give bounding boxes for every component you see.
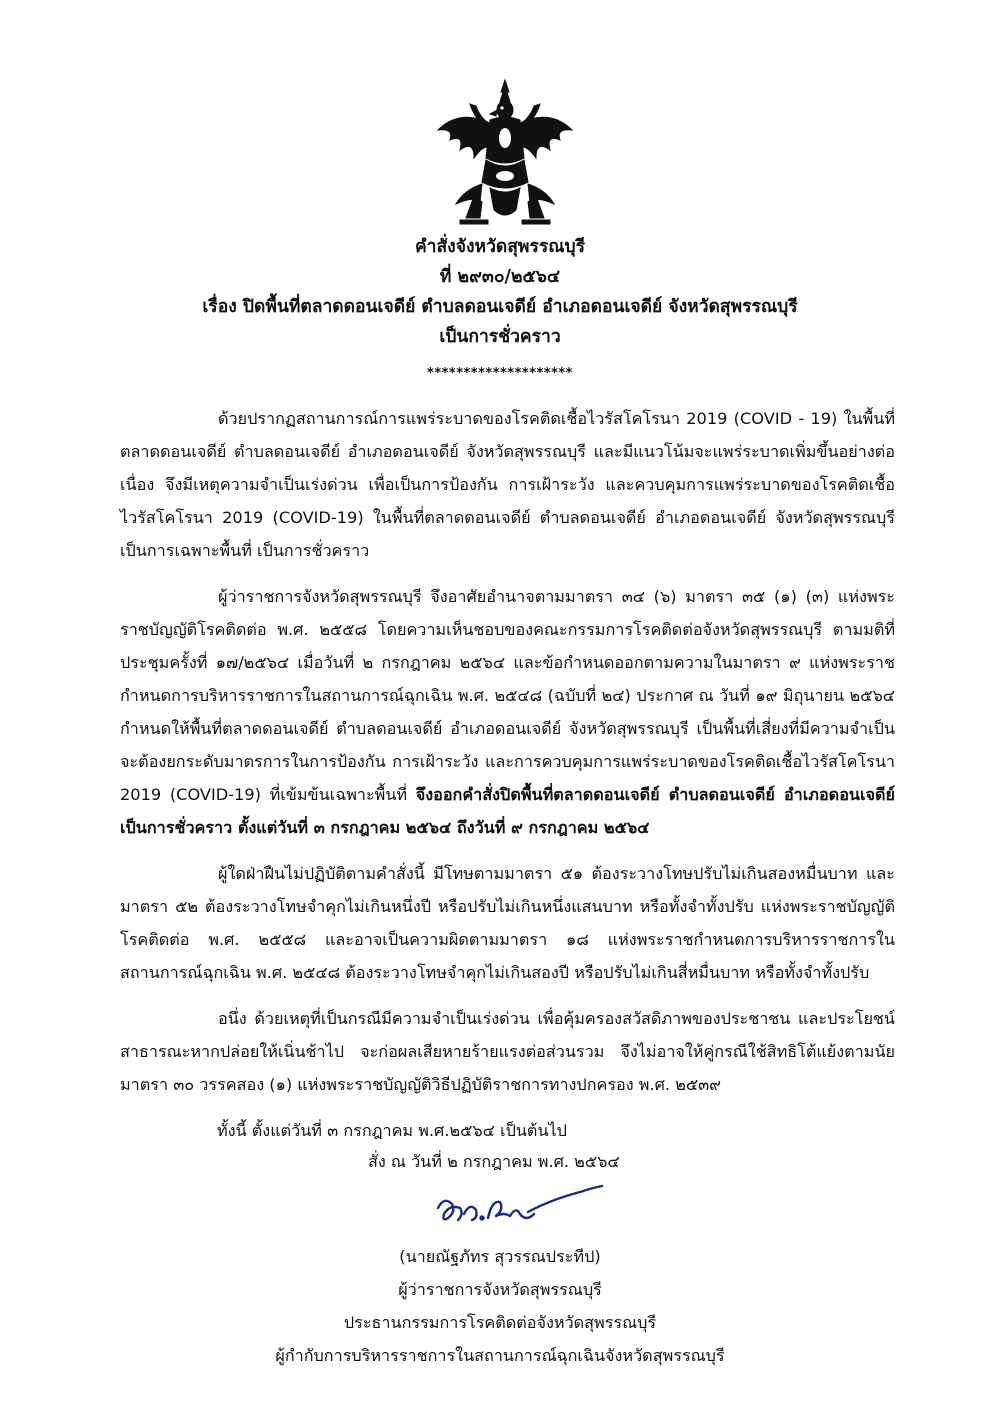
paragraph-3: ผู้ใดฝ่าฝืนไม่ปฏิบัติตามคำสั่งนี้ มีโทษตามมาตรา ๕๑ ต้องระวางโทษปรับไม่เกินสองหมื่นบาท และมาตรา ๕๒ ต้องระวางโทษจำคุกไม่เกินหนึ่งปี หรือปรับไม่เกินหนึ่งแสนบาท หรือทั้งจำทั้งปรับ แห่งพระราชบัญญัติโรคติดต่อ พ.ศ. ๒๕๕๘ และอาจเป็นความผิดตามมาตรา ๑๘ แห่งพระราชกำหนดการบริหารราชการในสถานการณ์ฉุกเฉิน พ.ศ. ๒๕๔๘ ต้องระวางโทษจำคุกไม่เกินสองปี หรือปรับไม่เกินสี่หมื่นบาท หรือทั้งจำทั้งปรับ [120, 864, 895, 982]
document-body [120, 402, 895, 1160]
signer-name: (นายณัฐภัทร สุวรรณประทีป) [399, 1247, 601, 1266]
subject-line-1: เรื่อง ปิดพื้นที่ตลาดดอนเจดีย์ ตำบลดอนเจดีย์ อำเภอดอนเจดีย์ จังหวัดสุพรรณบุรี [202, 297, 798, 317]
paragraph-2-text: ผู้ว่าราชการจังหวัดสุพรรณบุรี จึงอาศัยอำนาจตามมาตรา ๓๔ (๖) มาตรา ๓๕ (๑) (๓) แห่งพระราชบัญญัติโรคติดต่อ พ.ศ. ๒๕๕๘ โดยความเห็นชอบของคณะกรรมการโรคติดต่อจังหวัดสุพรรณบุรี ตามมติที่ประชุมครั้งที่ ๑๗/๒๕๖๔ เมื่อวันที่ ๒ กรกฎาคม ๒๕๖๔ และข้อกำหนดออกตามความในมาตรา ๙ แห่งพระราชกำหนดการบริหารราชการในสถานการณ์ฉุกเฉิน พ.ศ. ๒๕๔๘ (ฉบับที่ ๒๔) ประกาศ ณ วันที่ ๑๙ มิถุนายน ๒๕๖๔ กำหนดให้พื้นที่ตลาดดอนเจดีย์ ตำบลดอนเจดีย์ อำเภอดอนเจดีย์ จังหวัดสุพรรณบุรี เป็นพื้นที่เสี่ยงที่มีความจำเป็นจะต้องยกระดับมาตรการในการป้องกัน การเฝ้าระวัง และการควบคุมการแพร่ระบาดของโรคติดเชื้อไวรัสโคโรนา 2019 (COVID-19) ที่เข้มข้นเฉพาะพื้นที่ [120, 587, 895, 804]
separator-stars: ******************** [427, 366, 573, 381]
document-header [0, 232, 1000, 352]
subject-line-2: เป็นการชั่วคราว [439, 327, 561, 347]
paragraph-5: ทั้งนี้ ตั้งแต่วันที่ ๓ กรกฎาคม พ.ศ.๒๕๖๔ เป็นต้นไป [217, 1121, 567, 1140]
document-title: คำสั่งจังหวัดสุพรรณบุรี [414, 237, 586, 257]
signer-title-2: ประธานกรรมการโรคติดต่อจังหวัดสุพรรณบุรี [343, 1313, 657, 1332]
paragraph-1: ด้วยปรากฏสถานการณ์การแพร่ระบาดของโรคติดเชื้อไวรัสโคโรนา 2019 (COVID - 19) ในพื้นที่ตลาดดอนเจดีย์ ตำบลดอนเจดีย์ อำเภอดอนเจดีย์ จังหวัดสุพรรณบุรี และมีแนวโน้มจะแพร่ระบาดเพิ่มขึ้นอย่างต่อเนื่อง จึงมีเหตุความจำเป็นเร่งด่วน เพื่อเป็นการป้องกัน การเฝ้าระวัง และควบคุมการแพร่ระบาดของโรคติดเชื้อไวรัสโคโรนา 2019 (COVID-19) ในพื้นที่ตลาดดอนเจดีย์ ตำบลดอนเจดีย์ อำเภอดอนเจดีย์ จังหวัดสุพรรณบุรี เป็นการเฉพาะพื้นที่ เป็นการชั่วคราว [120, 409, 895, 560]
paragraph-2-bold-text: จึงออกคำสั่งปิดพื้นที่ตลาดดอนเจดีย์ ตำบลดอนเจดีย์ อำเภอดอนเจดีย์ เป็นการชั่วคราว ตั้งแต่วันที่ ๓ กรกฎาคม ๒๕๖๔ ถึงวันที่ ๙ กรกฎาคม ๒๕๖๔ [120, 785, 895, 837]
order-number: ที่ ๒๙๓๐/๒๕๖๔ [439, 267, 561, 287]
signer-block [0, 1240, 1000, 1372]
signer-title-3: ผู้กำกับการบริหารราชการในสถานการณ์ฉุกเฉินจังหวัดสุพรรณบุรี [275, 1346, 725, 1365]
paragraph-2 [120, 580, 895, 844]
issue-date: สั่ง ณ วันที่ ๒ กรกฎาคม พ.ศ. ๒๕๖๔ [368, 1152, 620, 1171]
signer-title-1: ผู้ว่าราชการจังหวัดสุพรรณบุรี [398, 1280, 602, 1299]
handwritten-signature-icon [430, 1178, 610, 1234]
garuda-emblem-icon [430, 78, 580, 226]
paragraph-4: อนึ่ง ด้วยเหตุที่เป็นกรณีมีความจำเป็นเร่งด่วน เพื่อคุ้มครองสวัสดิภาพของประชาชน และประโยชน์สาธารณะหากปล่อยให้เนิ่นช้าไป จะก่อผลเสียหายร้ายแรงต่อส่วนรวม จึงไม่อาจให้คู่กรณีใช้สิทธิโต้แย้งตามนัยมาตรา ๓๐ วรรคสอง (๑) แห่งพระราชบัญญัติวิธีปฏิบัติราชการทางปกครอง พ.ศ. ๒๕๓๙ [120, 1009, 895, 1094]
